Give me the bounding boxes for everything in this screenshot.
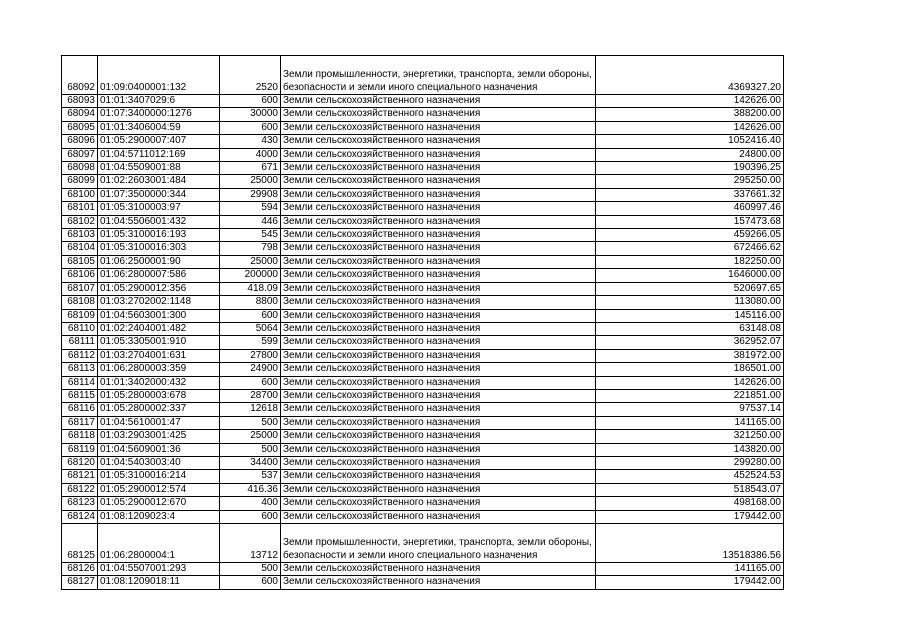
cadastral-value-cell: 141165.00 [596, 563, 784, 576]
area-cell: 5064 [220, 322, 281, 335]
cadastral-value-cell: 362952.07 [596, 336, 784, 349]
row-id-cell: 68101 [62, 202, 98, 215]
cadastral-number-cell: 01:02:2603001:484 [98, 175, 220, 188]
cadastral-number-cell: 01:06:2800004:1 [98, 524, 220, 563]
cadastral-number-cell: 01:05:3100016:214 [98, 470, 220, 483]
area-cell: 671 [220, 162, 281, 175]
area-cell: 599 [220, 336, 281, 349]
table-row [62, 336, 784, 349]
land-category-cell: Земли сельскохозяйственного назначения [281, 135, 596, 148]
cadastral-number-cell: 01:06:2800003:359 [98, 363, 220, 376]
land-category-cell: Земли сельскохозяйственного назначения [281, 309, 596, 322]
table-row [62, 309, 784, 322]
area-cell: 500 [220, 443, 281, 456]
land-category-cell: Земли сельскохозяйственного назначения [281, 202, 596, 215]
cadastral-number-cell: 01:04:5506001:432 [98, 215, 220, 228]
land-category-cell: Земли сельскохозяйственного назначения [281, 148, 596, 161]
cadastral-value-cell: 1052416.40 [596, 135, 784, 148]
area-cell: 34400 [220, 456, 281, 469]
land-category-cell: Земли сельскохозяйственного назначения [281, 255, 596, 268]
area-cell: 13712 [220, 524, 281, 563]
cadastral-number-cell: 01:05:3305001:910 [98, 336, 220, 349]
row-id-cell: 68112 [62, 349, 98, 362]
area-cell: 600 [220, 95, 281, 108]
cadastral-number-cell: 01:04:5507001:293 [98, 563, 220, 576]
cadastral-value-cell: 520697.65 [596, 282, 784, 295]
cadastral-number-cell: 01:05:2900012:670 [98, 497, 220, 510]
cadastral-number-cell: 01:06:2500001:90 [98, 255, 220, 268]
land-category-cell: Земли сельскохозяйственного назначения [281, 497, 596, 510]
cadastral-value-cell: 460997.46 [596, 202, 784, 215]
table-row [62, 483, 784, 496]
cadastral-value-cell: 459266.05 [596, 229, 784, 242]
cadastral-number-cell: 01:05:3100003:97 [98, 202, 220, 215]
table-row [62, 282, 784, 295]
row-id-cell: 68113 [62, 363, 98, 376]
area-cell: 2520 [220, 56, 281, 95]
cadastral-value-cell: 141165.00 [596, 416, 784, 429]
row-id-cell: 68094 [62, 108, 98, 121]
cadastral-value-cell: 672466.62 [596, 242, 784, 255]
area-cell: 30000 [220, 108, 281, 121]
cadastral-value-cell: 498168.00 [596, 497, 784, 510]
row-id-cell: 68103 [62, 229, 98, 242]
area-cell: 416.36 [220, 483, 281, 496]
cadastral-number-cell: 01:04:5403003:40 [98, 456, 220, 469]
cadastral-value-cell: 182250.00 [596, 255, 784, 268]
land-category-cell: Земли промышленности, энергетики, транспорта, земли обороны, безопасности и земли иного специального назначения [281, 56, 596, 95]
land-category-cell: Земли сельскохозяйственного назначения [281, 269, 596, 282]
cadastral-value-cell: 295250.00 [596, 175, 784, 188]
cadastral-number-cell: 01:08:1209018:11 [98, 576, 220, 589]
land-category-cell: Земли сельскохозяйственного назначения [281, 349, 596, 362]
land-category-cell: Земли сельскохозяйственного назначения [281, 175, 596, 188]
table-row [62, 202, 784, 215]
cadastral-number-cell: 01:05:2800002:337 [98, 403, 220, 416]
land-category-cell: Земли сельскохозяйственного назначения [281, 376, 596, 389]
area-cell: 430 [220, 135, 281, 148]
area-cell: 798 [220, 242, 281, 255]
area-cell: 500 [220, 416, 281, 429]
cadastral-number-cell: 01:05:2800003:678 [98, 389, 220, 402]
cadastral-value-cell: 299280.00 [596, 456, 784, 469]
row-id-cell: 68110 [62, 322, 98, 335]
area-cell: 12618 [220, 403, 281, 416]
row-id-cell: 68108 [62, 296, 98, 309]
row-id-cell: 68095 [62, 121, 98, 134]
area-cell: 25000 [220, 430, 281, 443]
area-cell: 600 [220, 510, 281, 523]
land-parcels-table [61, 55, 784, 590]
row-id-cell: 68117 [62, 416, 98, 429]
row-id-cell: 68115 [62, 389, 98, 402]
land-category-cell: Земли сельскохозяйственного назначения [281, 403, 596, 416]
cadastral-number-cell: 01:01:3406004:59 [98, 121, 220, 134]
cadastral-number-cell: 01:05:2900012:574 [98, 483, 220, 496]
table-row [62, 497, 784, 510]
table-row [62, 148, 784, 161]
row-id-cell: 68105 [62, 255, 98, 268]
table-row [62, 563, 784, 576]
row-id-cell: 68099 [62, 175, 98, 188]
land-category-cell: Земли сельскохозяйственного назначения [281, 229, 596, 242]
land-category-cell: Земли сельскохозяйственного назначения [281, 121, 596, 134]
table-row [62, 363, 784, 376]
cadastral-value-cell: 143820.00 [596, 443, 784, 456]
cadastral-value-cell: 142626.00 [596, 95, 784, 108]
table-row [62, 349, 784, 362]
cadastral-value-cell: 4369327.20 [596, 56, 784, 95]
area-cell: 545 [220, 229, 281, 242]
row-id-cell: 68106 [62, 269, 98, 282]
cadastral-value-cell: 388200.00 [596, 108, 784, 121]
row-id-cell: 68111 [62, 336, 98, 349]
row-id-cell: 68092 [62, 56, 98, 95]
cadastral-value-cell: 142626.00 [596, 376, 784, 389]
land-category-cell: Земли сельскохозяйственного назначения [281, 188, 596, 201]
area-cell: 29908 [220, 188, 281, 201]
cadastral-number-cell: 01:03:2903001:425 [98, 430, 220, 443]
row-id-cell: 68125 [62, 524, 98, 563]
row-id-cell: 68120 [62, 456, 98, 469]
table-row [62, 188, 784, 201]
land-category-cell: Земли сельскохозяйственного назначения [281, 162, 596, 175]
area-cell: 537 [220, 470, 281, 483]
cadastral-number-cell: 01:02:2404001:482 [98, 322, 220, 335]
row-id-cell: 68096 [62, 135, 98, 148]
cadastral-number-cell: 01:09:0400001:132 [98, 56, 220, 95]
cadastral-value-cell: 221851.00 [596, 389, 784, 402]
cadastral-value-cell: 179442.00 [596, 576, 784, 589]
row-id-cell: 68102 [62, 215, 98, 228]
table-row [62, 470, 784, 483]
table-row [62, 121, 784, 134]
cadastral-value-cell: 518543.07 [596, 483, 784, 496]
cadastral-number-cell: 01:03:2704001:631 [98, 349, 220, 362]
area-cell: 600 [220, 121, 281, 134]
cadastral-value-cell: 142626.00 [596, 121, 784, 134]
cadastral-number-cell: 01:05:2900012:356 [98, 282, 220, 295]
row-id-cell: 68097 [62, 148, 98, 161]
cadastral-value-cell: 1646000.00 [596, 269, 784, 282]
cadastral-value-cell: 452524.53 [596, 470, 784, 483]
cadastral-number-cell: 01:07:3500000:344 [98, 188, 220, 201]
land-category-cell: Земли сельскохозяйственного назначения [281, 563, 596, 576]
area-cell: 28700 [220, 389, 281, 402]
land-category-cell: Земли сельскохозяйственного назначения [281, 95, 596, 108]
land-category-cell: Земли сельскохозяйственного назначения [281, 470, 596, 483]
row-id-cell: 68100 [62, 188, 98, 201]
land-category-cell: Земли сельскохозяйственного назначения [281, 430, 596, 443]
area-cell: 446 [220, 215, 281, 228]
land-category-cell: Земли сельскохозяйственного назначения [281, 322, 596, 335]
row-id-cell: 68098 [62, 162, 98, 175]
land-category-cell: Земли сельскохозяйственного назначения [281, 282, 596, 295]
row-id-cell: 68122 [62, 483, 98, 496]
table-row [62, 162, 784, 175]
table-row [62, 255, 784, 268]
table-row [62, 95, 784, 108]
cadastral-value-cell: 321250.00 [596, 430, 784, 443]
cadastral-value-cell: 13518386.56 [596, 524, 784, 563]
table-row [62, 389, 784, 402]
area-cell: 25000 [220, 255, 281, 268]
cadastral-value-cell: 97537.14 [596, 403, 784, 416]
land-category-cell: Земли сельскохозяйственного назначения [281, 576, 596, 589]
cadastral-number-cell: 01:04:5609001:36 [98, 443, 220, 456]
land-category-cell: Земли сельскохозяйственного назначения [281, 108, 596, 121]
table-row [62, 416, 784, 429]
land-category-cell: Земли промышленности, энергетики, транспорта, земли обороны, безопасности и земли иного специального назначения [281, 524, 596, 563]
row-id-cell: 68093 [62, 95, 98, 108]
cadastral-number-cell: 01:01:3402000:432 [98, 376, 220, 389]
area-cell: 600 [220, 376, 281, 389]
cadastral-value-cell: 63148.08 [596, 322, 784, 335]
row-id-cell: 68127 [62, 576, 98, 589]
row-id-cell: 68109 [62, 309, 98, 322]
table-row [62, 524, 784, 563]
area-cell: 27800 [220, 349, 281, 362]
cadastral-value-cell: 381972.00 [596, 349, 784, 362]
row-id-cell: 68126 [62, 563, 98, 576]
table-row [62, 403, 784, 416]
table-row [62, 215, 784, 228]
table-row [62, 296, 784, 309]
table-row [62, 376, 784, 389]
table-row [62, 269, 784, 282]
area-cell: 200000 [220, 269, 281, 282]
cadastral-number-cell: 01:01:3407029:6 [98, 95, 220, 108]
land-category-cell: Земли сельскохозяйственного назначения [281, 242, 596, 255]
cadastral-number-cell: 01:05:3100016:193 [98, 229, 220, 242]
cadastral-number-cell: 01:06:2800007:586 [98, 269, 220, 282]
area-cell: 400 [220, 497, 281, 510]
cadastral-value-cell: 337661.32 [596, 188, 784, 201]
land-category-cell: Земли сельскохозяйственного назначения [281, 389, 596, 402]
area-cell: 594 [220, 202, 281, 215]
cadastral-number-cell: 01:03:2702002:1148 [98, 296, 220, 309]
cadastral-value-cell: 190396.25 [596, 162, 784, 175]
land-category-cell: Земли сельскохозяйственного назначения [281, 483, 596, 496]
row-id-cell: 68124 [62, 510, 98, 523]
cadastral-value-cell: 157473.68 [596, 215, 784, 228]
table-row [62, 322, 784, 335]
table-row [62, 56, 784, 95]
land-category-cell: Земли сельскохозяйственного назначения [281, 456, 596, 469]
row-id-cell: 68119 [62, 443, 98, 456]
table-row [62, 510, 784, 523]
cadastral-value-cell: 24800.00 [596, 148, 784, 161]
land-category-cell: Земли сельскохозяйственного назначения [281, 336, 596, 349]
row-id-cell: 68123 [62, 497, 98, 510]
cadastral-number-cell: 01:04:5610001:47 [98, 416, 220, 429]
cadastral-number-cell: 01:08:1209023:4 [98, 510, 220, 523]
cadastral-value-cell: 179442.00 [596, 510, 784, 523]
row-id-cell: 68121 [62, 470, 98, 483]
land-category-cell: Земли сельскохозяйственного назначения [281, 443, 596, 456]
area-cell: 600 [220, 576, 281, 589]
cadastral-number-cell: 01:07:3400000:1276 [98, 108, 220, 121]
table-row [62, 135, 784, 148]
cadastral-number-cell: 01:04:5603001:300 [98, 309, 220, 322]
land-category-cell: Земли сельскохозяйственного назначения [281, 363, 596, 376]
cadastral-number-cell: 01:04:5509001:88 [98, 162, 220, 175]
row-id-cell: 68114 [62, 376, 98, 389]
area-cell: 24900 [220, 363, 281, 376]
table-row [62, 108, 784, 121]
area-cell: 500 [220, 563, 281, 576]
cadastral-number-cell: 01:05:2900007:407 [98, 135, 220, 148]
cadastral-value-cell: 186501.00 [596, 363, 784, 376]
row-id-cell: 68104 [62, 242, 98, 255]
land-category-cell: Земли сельскохозяйственного назначения [281, 510, 596, 523]
table-row [62, 456, 784, 469]
table-row [62, 175, 784, 188]
cadastral-value-cell: 145116.00 [596, 309, 784, 322]
table-row [62, 229, 784, 242]
area-cell: 8800 [220, 296, 281, 309]
land-category-cell: Земли сельскохозяйственного назначения [281, 416, 596, 429]
table-row [62, 430, 784, 443]
row-id-cell: 68107 [62, 282, 98, 295]
land-category-cell: Земли сельскохозяйственного назначения [281, 296, 596, 309]
table-row [62, 242, 784, 255]
land-category-cell: Земли сельскохозяйственного назначения [281, 215, 596, 228]
row-id-cell: 68116 [62, 403, 98, 416]
cadastral-number-cell: 01:05:3100016:303 [98, 242, 220, 255]
table-row [62, 443, 784, 456]
area-cell: 600 [220, 309, 281, 322]
row-id-cell: 68118 [62, 430, 98, 443]
area-cell: 25000 [220, 175, 281, 188]
table-row [62, 576, 784, 589]
area-cell: 4000 [220, 148, 281, 161]
area-cell: 418.09 [220, 282, 281, 295]
cadastral-number-cell: 01:04:5711012:169 [98, 148, 220, 161]
table-body [62, 56, 784, 590]
cadastral-value-cell: 113080.00 [596, 296, 784, 309]
